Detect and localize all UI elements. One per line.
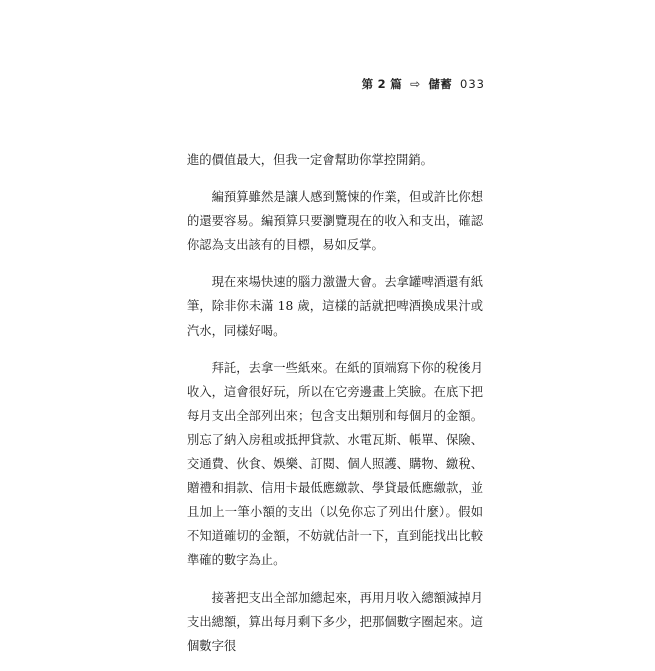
paragraph-continuation: 進的價值最大，但我一定會幫助你掌控開銷。 [187,153,433,167]
paragraph-total: 接著把支出全部加總起來，再用月收入總額減掉月支出總額，算出每月剩下多少，把那個數字圈起來。這個數字很 [187,590,483,653]
paragraph-budget-intro: 編預算雖然是讓人感到驚悚的作業，但或許比你想的還要容易。編預算只要瀏覽現在的收入和支出，確認你認為支出該有的目標，易如反掌。 [187,190,483,253]
page-number: 033 [460,77,485,91]
chapter-label: 第 2 篇 [361,77,403,91]
section-title: 儲蓄 [428,77,453,91]
arrow-icon: ⇨ [410,77,421,91]
paragraph-brainstorm: 現在來場快速的腦力激盪大會。去拿罐啤酒還有紙筆，除非你未滿 18 歲，這樣的話就把啤酒換成果汁或汽水，同樣好喝。 [187,275,483,338]
body-text [187,148,483,671]
running-header [362,76,485,92]
paragraph-list-expenses: 拜託，去拿一些紙來。在紙的頂端寫下你的稅後月收入，這會很好玩，所以在它旁邊畫上笑臉。在底下把每月支出全部列出來；包含支出類別和每個月的金額。別忘了納入房租或抵押貸款、水電瓦斯、帳單、保險、交通費、伙食、娛樂、訂閱、個人照護、購物、繳稅、贈禮和捐款、信用卡最低應繳款、學貸最低應繳款，並且加上一筆小額的支出（以免你忘了列出什麼）。假如不知道確切的金額，不妨就估計一下，直到能找出比較準確的數字為止。 [187,360,483,568]
